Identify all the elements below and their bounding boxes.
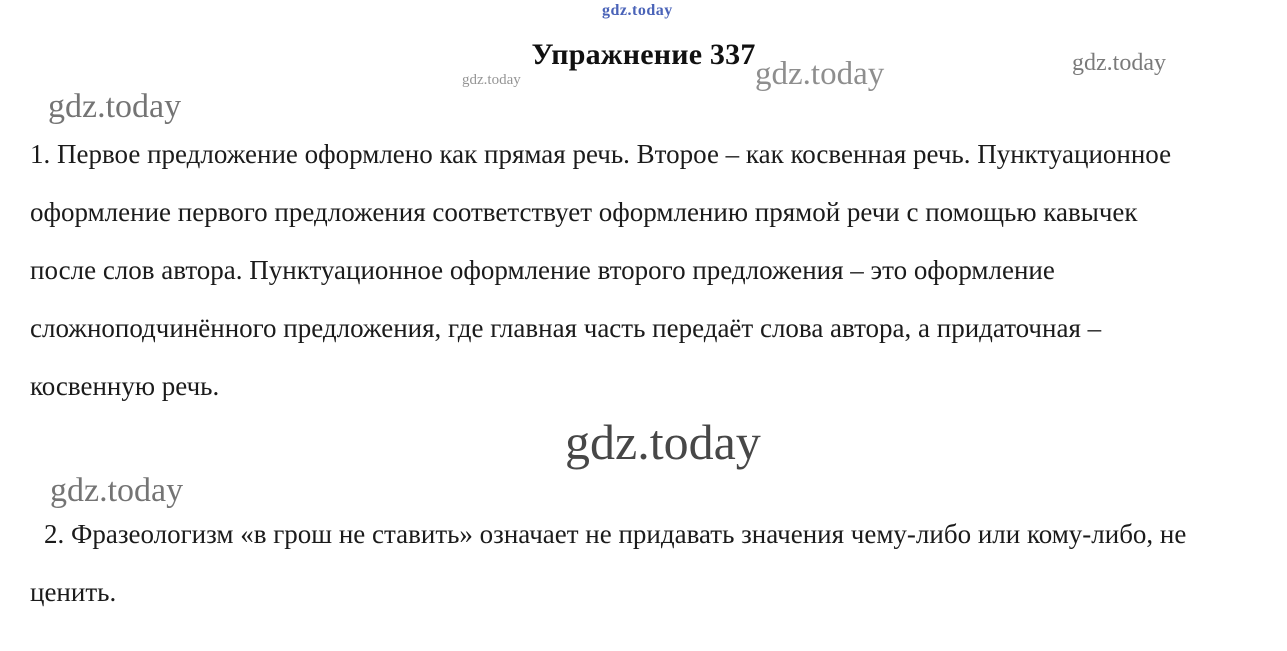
watermark-mid-top: gdz.today	[755, 56, 885, 92]
watermark-top-center: gdz.today	[602, 2, 673, 19]
page-title: Упражнение 337	[531, 38, 756, 71]
answer-paragraph-2-text: 2. Фразеологизм «в грош не ставить» означает не придавать значения чему-либо или кому-либо, не ценить.	[30, 519, 1187, 607]
watermark-title-small: gdz.today	[462, 72, 521, 88]
answer-paragraph-2	[30, 505, 1220, 621]
watermark-right-top: gdz.today	[1072, 50, 1166, 76]
answer-paragraph-1: 1. Первое предложение оформлено как прямая речь. Второе – как косвенная речь. Пунктуационное оформление первого предложения соответствует оформлению прямой речи с помощью кавычек после слов автора. Пунктуационное оформление второго предложения – это оформление сложноподчинённого предложения, где главная часть передаёт слова автора, а придаточная – косвенную речь.	[30, 139, 1172, 401]
watermark-left-lower: gdz.today	[50, 472, 184, 509]
watermark-center-big: gdz.today	[565, 414, 761, 470]
watermark-left-upper: gdz.today	[48, 88, 182, 125]
